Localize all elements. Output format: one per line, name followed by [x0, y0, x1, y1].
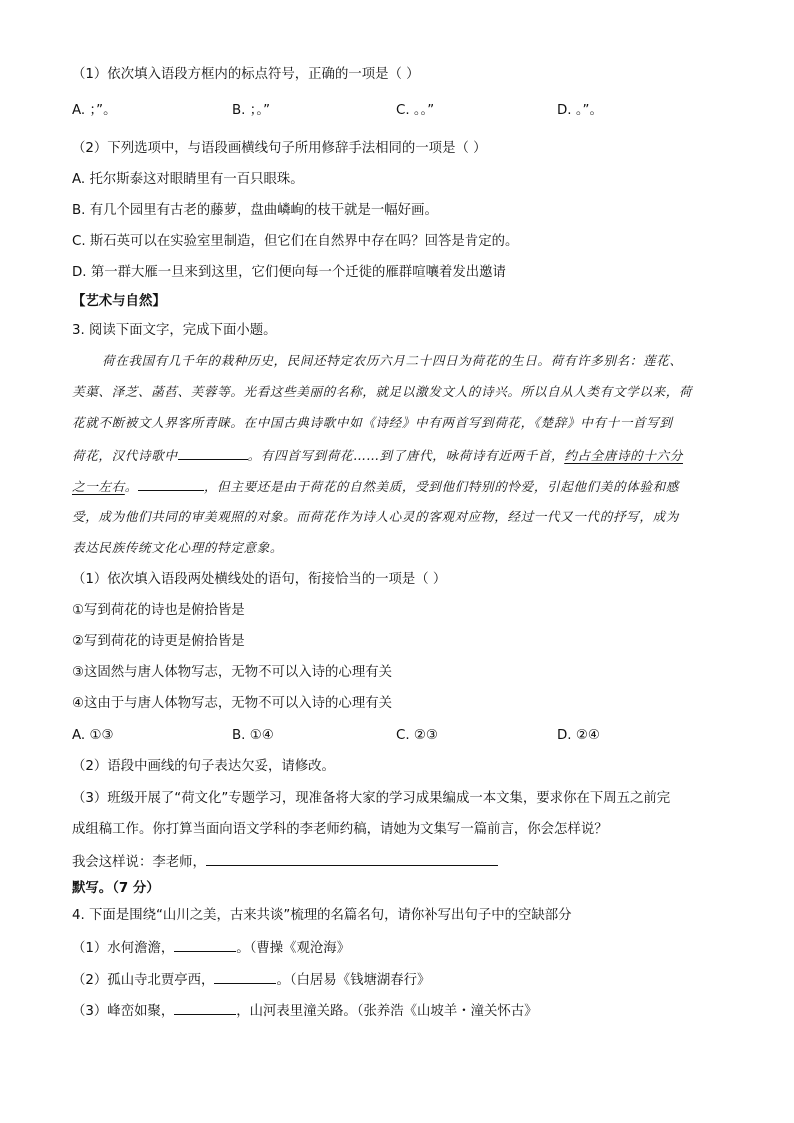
passage-line-1: 荷在我国有几千年的栽种历史，民间还特定农历六月二十四日为荷花的生日。荷有许多别名：莲花、: [102, 353, 683, 368]
q2-sub1-option-c: C. 。。”: [396, 103, 435, 118]
underlined-sentence-part-1: 约占全唐诗的十六分: [564, 448, 683, 463]
q3-sub2-question: （2）语段中画线的句子表达欠妥，请修改。: [72, 759, 335, 774]
q4-item-3-pre: （3）峰峦如聚，: [72, 1004, 175, 1019]
passage-line-7: 表达民族传统文化心理的特定意象。: [72, 540, 284, 555]
q2-sub1-question: （1）依次填入语段方框内的标点符号，正确的一项是（ ）: [72, 67, 420, 82]
q4-item-3: [72, 1001, 538, 1021]
q3-sub3-question-line-2: 成组稿工作。你打算当面向语文学科的李老师约稿，请她为文集写一篇前言，你会怎样说？: [72, 822, 608, 837]
passage-line-4-start: 荷花，汉代诗歌中: [72, 448, 178, 463]
q3-choice-3: ③这固然与唐人体物写志，无物不可以入诗的心理有关: [72, 665, 392, 680]
passage-line-5-period: 。: [124, 479, 138, 494]
passage-line-3: 花就不断被文人界客所青睐。在中国古典诗歌中如《诗经》中有两首写到荷花，《楚辞》中有十一首写到: [72, 415, 673, 430]
q4-blank-1: [174, 938, 236, 952]
q3-choice-2: ②写到荷花的诗更是俯拾皆是: [72, 634, 245, 649]
q2-sub2-option-d: D. 第一群大雁一旦来到这里，它们便向每一个迁徙的雁群喧嚷着发出邀请: [72, 265, 506, 280]
answer-blank: [206, 852, 498, 866]
q4-item-1: [72, 938, 350, 958]
q2-sub2-option-a: A. 托尔斯泰这对眼睛里有一百只眼珠。: [72, 172, 304, 187]
q2-sub1-option-a: A. ；”。: [72, 103, 117, 118]
q4-item-2-post: 。（白居易《钱塘湖春行》: [276, 973, 431, 988]
q4-blank-3: [174, 1001, 236, 1015]
q3-sub1-option-d: D. ②④: [557, 728, 600, 743]
q2-sub2-option-c: C. 斯石英可以在实验室里制造，但它们在自然界中存在吗？回答是肯定的。: [72, 234, 519, 249]
q2-sub1-option-b: B. ；。”: [232, 103, 271, 118]
q4-item-2-pre: （2）孤山寺北贾亭西，: [72, 973, 215, 988]
q3-sub3-answer-prompt: 我会这样说：李老师，: [72, 855, 206, 870]
q3-sub3-answer-row: [72, 852, 498, 872]
section-heading-dictation: 默写。（7 分）: [72, 881, 160, 896]
q2-sub2-question: （2）下列选项中，与语段画横线句子所用修辞手法相同的一项是（ ）: [72, 141, 487, 156]
blank-line-2: [138, 477, 204, 491]
section-heading-art: 【艺术与自然】: [72, 294, 166, 309]
passage-line-6: 受，成为他们共同的审美观照的对象。而荷花作为诗人心灵的客观对应物，经过一代又一代的抒写，成为: [72, 509, 679, 524]
passage-line-2: 芙蕖、泽芝、菡萏、芙蓉等。光看这些美丽的名称，就足以激发文人的诗兴。所以自从人类有文学以来，荷: [72, 384, 693, 399]
passage-line-5-rest: ，但主要还是由于荷花的自然美质，受到他们特别的怜爱，引起他们美的体验和感: [203, 479, 679, 494]
q3-sub1-option-a: A. ①③: [72, 728, 114, 743]
passage-line-4: [72, 446, 683, 465]
q3-sub1-option-b: B. ①④: [232, 728, 274, 743]
q4-intro: 4. 下面是围绕“山川之美，古来共谈”梳理的名篇名句，请你补写出句子中的空缺部分: [72, 908, 572, 923]
q3-sub1-question: （1）依次填入语段两处横线处的语句，衔接恰当的一项是（ ）: [72, 572, 447, 587]
passage-line-4-mid: 。有四首写到荷花……到了唐代，咏荷诗有近两千首，: [247, 448, 565, 463]
q3-choice-1: ①写到荷花的诗也是俯拾皆是: [72, 603, 245, 618]
passage-line-5: [72, 477, 679, 496]
q4-item-3-post: ，山河表里潼关路。（张养浩《山坡羊・潼关怀古》: [236, 1004, 538, 1019]
q3-sub3-question-line-1: （3）班级开展了“荷文化”专题学习，现准备将大家的学习成果编成一本文集，要求你在下周五之前完: [72, 791, 671, 806]
q4-blank-2: [214, 970, 276, 984]
q2-sub1-option-d: D. 。”。: [557, 103, 603, 118]
blank-line-1: [178, 446, 248, 460]
q2-sub2-option-b: B. 有几个园里有古老的藤萝，盘曲嶙峋的枝干就是一幅好画。: [72, 203, 438, 218]
underlined-sentence-part-2: 之一左右: [72, 479, 125, 494]
q3-intro: 3. 阅读下面文字，完成下面小题。: [72, 323, 277, 338]
q4-item-1-post: 。（曹操《观沧海》: [236, 941, 351, 956]
q4-item-1-pre: （1）水何澹澹，: [72, 941, 175, 956]
q3-choice-4: ④这由于与唐人体物写志，无物不可以入诗的心理有关: [72, 696, 392, 711]
q3-sub1-option-c: C. ②③: [396, 728, 438, 743]
q4-item-2: [72, 970, 430, 990]
